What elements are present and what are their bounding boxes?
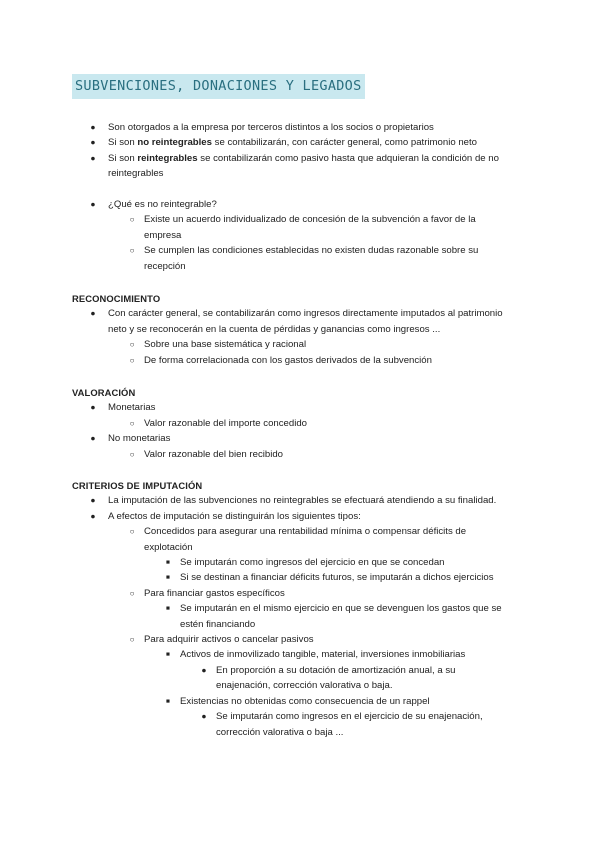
list-item: [72, 663, 532, 678]
bullet-square-icon: ■: [166, 559, 170, 567]
bullet-circle-icon: ○: [129, 246, 135, 256]
list-item: [72, 709, 532, 724]
bullet-disc-icon: ●: [90, 308, 96, 319]
bullet-disc-icon: ●: [90, 433, 96, 444]
list-item-text: Con carácter general, se contabilizarán como ingresos directamente imputados al patrimonio: [108, 308, 503, 320]
list-item: [72, 493, 532, 508]
bullet-square-icon: ■: [166, 651, 170, 659]
valoracion-section: [72, 385, 532, 462]
bullet-square-icon: ■: [166, 574, 170, 582]
list-item: [72, 586, 532, 601]
list-item-text: Valor razonable del bien recibido: [144, 448, 284, 460]
section-heading: VALORACIÓN: [72, 387, 136, 398]
list-item-text: Se imputarán en el mismo ejercicio en que se devenguen los gastos que se: [180, 603, 502, 615]
list-item-text: Para financiar gastos específicos: [144, 587, 285, 599]
bullet-disc-icon: ●: [201, 711, 207, 722]
list-item: [72, 135, 532, 150]
list-item-text: Concedidos para asegurar una rentabilidad mínima o compensar déficits de: [144, 526, 467, 538]
list-item-text: Si se destinan a financiar déficits futuros, se imputarán a dichos ejercicios: [180, 572, 494, 584]
list-item-text: reintegrables: [108, 168, 164, 180]
no-reintegrable-list: [72, 197, 532, 274]
bullet-circle-icon: ○: [129, 355, 135, 365]
list-item-text: empresa: [144, 229, 182, 241]
list-item: [72, 524, 532, 539]
list-item-text: recepción: [144, 260, 186, 272]
intro-list: [72, 120, 532, 182]
list-item: [72, 509, 532, 524]
list-item-continuation: [72, 617, 532, 632]
list-item-continuation: [72, 678, 532, 693]
list-item-text: No monetarias: [108, 433, 171, 445]
list-item-text: Se imputarán como ingresos del ejercicio en que se concedan: [180, 557, 445, 569]
bullet-disc-icon: ●: [90, 495, 96, 506]
list-item-continuation: [72, 166, 532, 181]
bullet-disc-icon: ●: [90, 510, 96, 521]
list-item: [72, 151, 532, 166]
list-item-text: se contabilizarán, con carácter general, como patrimonio neto: [211, 137, 478, 149]
list-item: [72, 243, 532, 258]
list-item: [72, 212, 532, 227]
bold-term: no reintegrables: [137, 137, 212, 149]
bullet-disc-icon: ●: [90, 199, 96, 209]
list-item-text: Para adquirir activos o cancelar pasivos: [144, 634, 314, 646]
list-item-text: Se imputarán como ingresos en el ejercicio de su enajenación,: [216, 711, 483, 723]
bullet-circle-icon: ○: [129, 527, 135, 537]
list-item-text: Si son: [108, 137, 138, 149]
list-item-continuation: [72, 228, 532, 243]
list-item-text: ¿Qué es no reintegrable?: [108, 199, 217, 210]
bullet-disc-icon: ●: [90, 137, 96, 148]
list-item-text: Monetarias: [108, 402, 156, 414]
list-item-continuation: [72, 725, 532, 740]
list-item-text: Se cumplen las condiciones establecidas no existen dudas razonable sobre su: [144, 245, 479, 257]
list-item-text: Si son: [108, 152, 138, 164]
bullet-circle-icon: ○: [129, 588, 135, 598]
list-item: [72, 647, 532, 662]
list-item: [72, 570, 532, 585]
bullet-disc-icon: ●: [201, 664, 207, 675]
list-item-text: se contabilizarán como pasivo hasta que adquieran la condición de no: [197, 152, 499, 164]
list-item-text: corrección valorativa o baja ...: [216, 726, 344, 738]
list-item-text: A efectos de imputación se distinguirán los siguientes tipos:: [108, 510, 361, 522]
bold-term: reintegrables: [137, 152, 198, 164]
list-item-text: De forma correlacionada con los gastos derivados de la subvención: [144, 354, 432, 366]
list-item-continuation: [72, 322, 532, 337]
list-item-text: Existe un acuerdo individualizado de concesión de la subvención a favor de la: [144, 214, 476, 226]
list-item-text: Activos de inmovilizado tangible, material, inversiones inmobiliarias: [180, 649, 466, 661]
list-item: [72, 447, 532, 462]
list-item: [72, 353, 532, 368]
bullet-circle-icon: ○: [129, 340, 135, 350]
list-item-text: En proporción a su dotación de amortización anual, a su: [216, 664, 456, 676]
list-item: [72, 601, 532, 616]
bullet-disc-icon: ●: [90, 402, 96, 413]
list-item: [72, 337, 532, 352]
bullet-square-icon: ■: [166, 697, 170, 705]
list-item: [72, 694, 532, 709]
list-item-text: Sobre una base sistemática y racional: [144, 339, 307, 351]
criterios-section: [72, 478, 532, 740]
list-item: [72, 632, 532, 647]
list-item-text: estén financiando: [180, 618, 256, 630]
list-item-text: Valor razonable del importe concedido: [144, 417, 308, 429]
section-heading: RECONOCIMIENTO: [72, 293, 161, 304]
bullet-circle-icon: ○: [129, 635, 135, 645]
list-item: [72, 431, 532, 446]
bullet-square-icon: ■: [166, 605, 170, 613]
list-item: [72, 400, 532, 415]
section-heading: CRITERIOS DE IMPUTACIÓN: [72, 480, 203, 491]
list-item: [72, 197, 532, 212]
page-title: SUBVENCIONES, DONACIONES Y LEGADOS: [72, 74, 365, 99]
bullet-disc-icon: ●: [90, 122, 96, 132]
list-item-text: La imputación de las subvenciones no reintegrables se efectuará atendiendo a su finalidad.: [108, 495, 497, 507]
bullet-circle-icon: ○: [129, 418, 135, 428]
list-item: [72, 120, 532, 135]
list-item: [72, 555, 532, 570]
list-item-continuation: [72, 259, 532, 274]
list-item-text: enajenación, corrección valorativa o baja.: [216, 680, 393, 692]
bullet-circle-icon: ○: [129, 449, 135, 459]
bullet-circle-icon: ○: [129, 215, 135, 225]
list-item: [72, 416, 532, 431]
list-item-text: neto y se reconocerán en la cuenta de pérdidas y ganancias como ingresos ...: [108, 323, 441, 335]
list-item: [72, 306, 532, 321]
list-item-text: Son otorgados a la empresa por terceros distintos a los socios o propietarios: [108, 122, 434, 133]
list-item-text: Existencias no obtenidas como consecuencia de un rappel: [180, 695, 430, 707]
list-item-text: explotación: [144, 541, 193, 553]
bullet-disc-icon: ●: [90, 152, 96, 163]
list-item-continuation: [72, 540, 532, 555]
reconocimiento-section: [72, 291, 532, 368]
